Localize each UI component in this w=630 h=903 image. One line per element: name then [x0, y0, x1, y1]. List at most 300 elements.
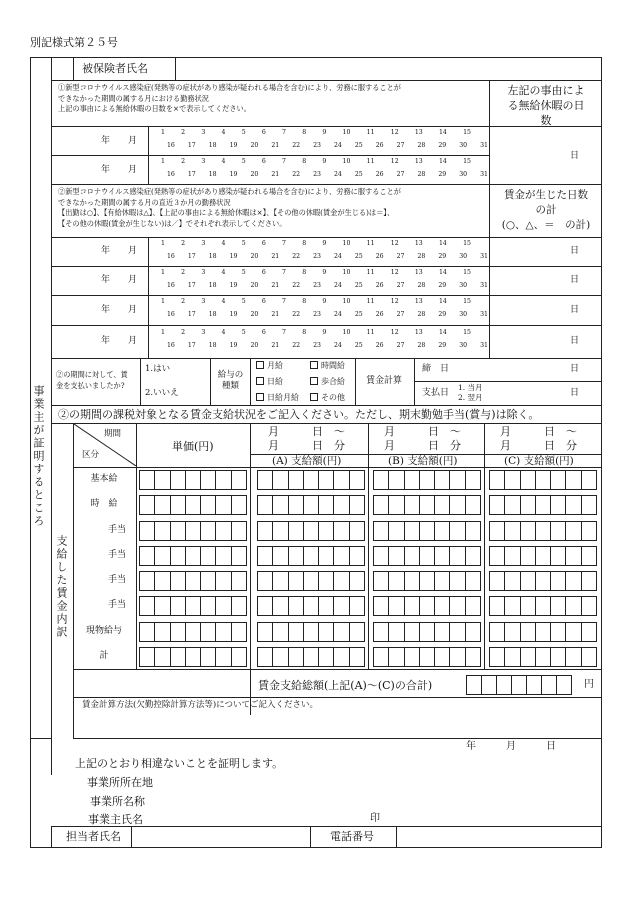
calendar-day[interactable]: 15 [463, 129, 471, 136]
phone-label: 電話番号 [330, 830, 374, 843]
cal-row-1 [150, 330, 488, 336]
column-b-header: (B) 支給額(円) [388, 455, 458, 467]
unit-price-boxes[interactable] [139, 470, 247, 490]
calendar-day[interactable]: 7 [282, 298, 286, 305]
calendar-day[interactable]: 13 [414, 158, 423, 165]
calendar-day[interactable]: 3 [201, 298, 206, 305]
calc-method-label: 賃金計算方法(欠勤控除計算方法等)についてご記入ください。 [82, 700, 318, 710]
office-address-label: 事業所所在地 [87, 776, 153, 789]
calendar-day[interactable]: 18 [208, 142, 217, 150]
calendar-day[interactable]: 13 [414, 298, 423, 305]
calendar-day[interactable]: 9 [322, 240, 327, 247]
calendar-day[interactable]: 23 [313, 311, 321, 319]
calendar-day[interactable]: 22 [292, 171, 301, 179]
calendar-day[interactable]: 16 [167, 171, 175, 179]
calendar-day[interactable]: 22 [292, 142, 301, 150]
type-daily-checkbox[interactable]: 日給 [256, 377, 283, 386]
calendar-day[interactable]: 11 [366, 240, 375, 247]
calendar-day[interactable]: 28 [417, 282, 426, 290]
calendar-day[interactable]: 26 [375, 253, 384, 261]
calendar-day[interactable]: 31 [480, 282, 488, 290]
checkbox-icon [310, 393, 318, 401]
calendar-day[interactable]: 27 [396, 253, 405, 261]
calendar-day[interactable]: 1 [161, 298, 165, 305]
calendar-day[interactable]: 26 [375, 142, 384, 150]
amount-a-boxes[interactable] [257, 495, 365, 515]
calendar-day[interactable]: 7 [282, 269, 286, 276]
calendar-day[interactable]: 24 [334, 311, 342, 319]
calendar-day[interactable]: 4 [221, 298, 226, 305]
period-a-to: 月 日 分 [268, 439, 345, 452]
closing-day-label: 締 日 [422, 364, 450, 374]
calendar-day[interactable]: 16 [167, 311, 175, 319]
calendar-day[interactable]: 22 [292, 342, 301, 350]
calendar-day[interactable]: 6 [261, 240, 266, 247]
calendar-day[interactable]: 11 [366, 269, 375, 276]
cal-row-1 [150, 159, 488, 165]
phone-field[interactable] [397, 827, 601, 847]
calendar-day[interactable]: 18 [208, 311, 217, 319]
calendar-day[interactable]: 22 [292, 253, 301, 261]
amount-a-boxes[interactable] [257, 596, 365, 616]
calendar[interactable] [150, 159, 488, 178]
calendar-day[interactable]: 6 [261, 298, 266, 305]
amount-a-boxes[interactable] [257, 521, 365, 541]
calendar-day[interactable]: 12 [390, 329, 399, 336]
calendar-day[interactable]: 30 [459, 142, 468, 150]
calendar-day[interactable]: 26 [375, 171, 384, 179]
calendar-day[interactable]: 14 [438, 329, 447, 336]
calendar-day[interactable]: 8 [302, 329, 307, 336]
amount-b-boxes[interactable] [373, 546, 481, 566]
calendar-day[interactable]: 30 [459, 253, 468, 261]
calendar-day[interactable]: 19 [229, 142, 238, 150]
amount-b-boxes[interactable] [373, 571, 481, 591]
calendar-day[interactable]: 26 [375, 342, 384, 350]
paid-question: ②の期間に対して、賃 金を支払いましたか? [56, 370, 128, 390]
calendar-day[interactable]: 4 [221, 158, 226, 165]
wage-row-label: 手当 [107, 525, 126, 535]
calendar-day[interactable]: 5 [241, 240, 246, 247]
calendar-day[interactable]: 10 [342, 240, 351, 247]
calendar-day[interactable]: 31 [480, 253, 488, 261]
calendar-day[interactable]: 21 [271, 282, 280, 290]
type-daily-monthly-checkbox[interactable]: 日給月給 [256, 393, 299, 402]
calendar-day[interactable]: 7 [282, 329, 286, 336]
cal-row-2 [150, 172, 488, 178]
calendar-day[interactable]: 2 [181, 158, 186, 165]
calendar-day[interactable]: 30 [459, 311, 468, 319]
calendar-day[interactable]: 23 [313, 142, 321, 150]
cert-date[interactable]: 年 月 日 [466, 741, 556, 752]
amount-b-boxes[interactable] [373, 521, 481, 541]
calendar-day[interactable]: 21 [271, 171, 280, 179]
calendar-day[interactable]: 27 [396, 142, 405, 150]
calendar-day[interactable]: 19 [229, 282, 238, 290]
calendar-day[interactable]: 17 [187, 142, 196, 150]
calendar-day[interactable]: 8 [302, 129, 307, 136]
period-a-from: 月 日 ～ [268, 425, 345, 438]
calendar-day[interactable]: 20 [250, 311, 259, 319]
calendar-day[interactable]: 7 [282, 129, 286, 136]
wage-row-label: 基本給 [90, 474, 118, 484]
calendar-day[interactable]: 11 [366, 298, 375, 305]
section2-right-header: 賃金が生じた日数 の計 (○、△、＝ の計) [501, 189, 591, 231]
s2-day-unit-4: 日 [570, 336, 580, 346]
wage-row-label: 手当 [107, 600, 126, 610]
calendar-day[interactable]: 14 [438, 240, 447, 247]
calendar-day[interactable]: 1 [161, 158, 165, 165]
calendar-day[interactable]: 20 [250, 282, 259, 290]
amount-c-boxes[interactable] [489, 495, 597, 515]
category-label: 区分 [82, 450, 100, 460]
calendar-day[interactable]: 28 [417, 171, 426, 179]
amount-c-boxes[interactable] [489, 546, 597, 566]
calendar-day[interactable]: 10 [342, 329, 351, 336]
calendar-day[interactable]: 27 [396, 342, 405, 350]
calendar-day[interactable]: 23 [313, 342, 321, 350]
calendar-day[interactable]: 15 [463, 269, 471, 276]
calendar[interactable] [150, 330, 488, 349]
payday-options[interactable]: 1. 当月 2. 翌月 [458, 383, 483, 402]
wage-row-label: 計 [99, 651, 109, 661]
calendar-day[interactable]: 29 [438, 171, 447, 179]
calendar-day[interactable]: 6 [261, 269, 266, 276]
calendar-day[interactable]: 24 [334, 142, 342, 150]
calendar-day[interactable]: 14 [438, 269, 447, 276]
calendar-day[interactable]: 16 [167, 342, 175, 350]
calendar-day[interactable]: 12 [390, 129, 399, 136]
office-name-label: 事業所名称 [90, 795, 145, 808]
section1-description: ①新型コロナウイルス感染症(発熱等の症状があり感染が疑われる場合を含む)により、労務に服することが できなかった期間の属する月における勤務状況 上記の事由による無給休暇の日数を×で表示してください。 [58, 83, 401, 113]
amount-c-boxes[interactable] [489, 571, 597, 591]
amount-a-boxes[interactable] [257, 470, 365, 490]
calendar-day[interactable]: 5 [241, 269, 246, 276]
calendar-day[interactable]: 14 [438, 298, 447, 305]
calendar-day[interactable]: 7 [282, 158, 286, 165]
paid-no-option[interactable]: 2.いいえ [145, 388, 179, 398]
calendar-day[interactable]: 22 [292, 311, 301, 319]
calendar-day[interactable]: 15 [463, 298, 471, 305]
calendar-day[interactable]: 20 [250, 171, 259, 179]
calendar-day[interactable]: 13 [414, 240, 423, 247]
calendar-day[interactable]: 8 [302, 240, 307, 247]
calendar-day[interactable]: 20 [250, 253, 259, 261]
calendar-day[interactable]: 25 [354, 311, 363, 319]
type-commission-checkbox[interactable]: 歩合給 [310, 377, 345, 386]
calendar-day[interactable]: 8 [302, 158, 307, 165]
checkbox-icon [256, 393, 264, 401]
calendar-day[interactable]: 30 [459, 171, 468, 179]
amount-c-boxes[interactable] [489, 596, 597, 616]
s2-year-month-1: 年 月 [101, 246, 138, 256]
calendar-day[interactable]: 1 [161, 269, 165, 276]
calendar-day[interactable]: 25 [354, 171, 363, 179]
calendar-day[interactable]: 9 [322, 329, 327, 336]
calendar-day[interactable]: 16 [167, 282, 175, 290]
wage-row-label: 時 給 [90, 499, 118, 509]
calendar-day[interactable]: 25 [354, 342, 363, 350]
total-label: 賃金支給総額(上記(A)～(C)の合計) [258, 679, 433, 692]
calendar-day[interactable]: 12 [390, 240, 399, 247]
calendar-day[interactable]: 1 [161, 240, 165, 247]
calendar-day[interactable]: 29 [438, 342, 447, 350]
calendar-day[interactable]: 17 [187, 311, 196, 319]
cal-row-2 [150, 254, 488, 260]
s2-year-month-4: 年 月 [101, 336, 138, 346]
amount-a-boxes[interactable] [257, 571, 365, 591]
calendar-day[interactable]: 17 [187, 171, 196, 179]
side-label: 事業主が証明するところ [32, 385, 45, 528]
insured-name-field[interactable] [176, 58, 601, 79]
total-yen: 円 [584, 679, 594, 690]
contact-person-label: 担当者氏名 [66, 830, 121, 843]
calendar-day[interactable]: 13 [414, 329, 423, 336]
amount-c-boxes[interactable] [489, 470, 597, 490]
s2-year-month-2: 年 月 [101, 275, 138, 285]
unit-price-boxes[interactable] [139, 546, 247, 566]
calendar-day[interactable]: 5 [241, 129, 246, 136]
calendar-day[interactable]: 31 [480, 171, 488, 179]
calendar-day[interactable]: 21 [271, 253, 280, 261]
calendar-day[interactable]: 16 [167, 142, 175, 150]
calendar-day[interactable]: 12 [390, 298, 399, 305]
calendar-day[interactable]: 17 [187, 342, 196, 350]
calendar-day[interactable]: 29 [438, 253, 447, 261]
calendar-day[interactable]: 2 [181, 298, 186, 305]
calendar-day[interactable]: 5 [241, 298, 246, 305]
section2-description: ②新型コロナウイルス感染症(発熱等の症状があり感染が疑われる場合を含む)により、労務に服することが できなかった期間の属する月の直近３か月の勤務状況 【出勤は○】、【有給休暇は△】、【上記の事由による無給休暇は×】、【その他の休暇(賃金が生じる)は＝】、 【その他の休暇(賃金が生じない)は／】でそれぞれ表示してください。 [58, 187, 401, 228]
calendar-day[interactable]: 19 [229, 342, 238, 350]
calendar-day[interactable]: 10 [342, 298, 351, 305]
calendar-day[interactable]: 31 [480, 311, 488, 319]
unit-price-boxes[interactable] [139, 571, 247, 591]
calendar-day[interactable]: 5 [241, 158, 246, 165]
calendar-day[interactable]: 4 [221, 329, 226, 336]
calendar-day[interactable]: 3 [201, 240, 206, 247]
amount-b-boxes[interactable] [373, 596, 481, 616]
payday-unit: 日 [570, 388, 580, 398]
wage-row-label: 手当 [107, 550, 126, 560]
calendar-day[interactable]: 3 [201, 129, 206, 136]
calendar-day[interactable]: 4 [221, 240, 226, 247]
unit-price-boxes[interactable] [139, 521, 247, 541]
calendar-day[interactable]: 22 [292, 282, 301, 290]
calendar-day[interactable]: 30 [459, 282, 468, 290]
amount-b-boxes[interactable] [373, 622, 481, 642]
calendar-day[interactable]: 15 [463, 158, 471, 165]
calendar-day[interactable]: 19 [229, 311, 238, 319]
cert-statement: 上記のとおり相違ないことを証明します。 [75, 757, 284, 770]
type-hourly-checkbox[interactable]: 時間給 [310, 361, 345, 370]
calendar-day[interactable]: 13 [414, 129, 423, 136]
calendar-day[interactable]: 23 [313, 171, 321, 179]
contact-person-field[interactable] [132, 827, 309, 847]
type-monthly-checkbox[interactable]: 月給 [256, 361, 283, 370]
amount-a-boxes[interactable] [257, 622, 365, 642]
calendar-day[interactable]: 6 [261, 129, 266, 136]
calendar-day[interactable]: 19 [229, 253, 238, 261]
calendar-day[interactable]: 31 [480, 142, 488, 150]
calendar-day[interactable]: 25 [354, 282, 363, 290]
calendar-day[interactable]: 5 [241, 329, 246, 336]
calendar-day[interactable]: 27 [396, 311, 405, 319]
unit-price-label: 単価(円) [172, 440, 214, 453]
amount-c-boxes[interactable] [489, 622, 597, 642]
calendar-day[interactable]: 3 [201, 329, 206, 336]
s2-day-unit-3: 日 [570, 305, 580, 315]
amount-b-boxes[interactable] [373, 495, 481, 515]
calendar[interactable] [150, 241, 488, 260]
calendar-day[interactable]: 24 [334, 342, 342, 350]
calendar-day[interactable]: 26 [375, 311, 384, 319]
calendar-day[interactable]: 7 [282, 240, 286, 247]
calendar-day[interactable]: 17 [187, 282, 196, 290]
unit-price-boxes[interactable] [139, 495, 247, 515]
calendar-day[interactable]: 13 [414, 269, 423, 276]
wage-note: ②の期間の課税対象となる賃金支給状況をご記入ください。ただし、期末勤勉手当(賞与)は除く。 [58, 408, 540, 421]
amount-b-boxes[interactable] [373, 647, 481, 667]
calendar-day[interactable]: 21 [271, 342, 280, 350]
calendar-day[interactable]: 2 [181, 329, 186, 336]
calendar-day[interactable]: 23 [313, 253, 321, 261]
total-amount-boxes[interactable] [466, 675, 572, 695]
calendar-day[interactable]: 25 [354, 142, 363, 150]
s1-year-month-2: 年 月 [101, 165, 138, 175]
period-label: 期間 [104, 429, 122, 439]
calendar-day[interactable]: 18 [208, 342, 217, 350]
calendar-day[interactable]: 18 [208, 171, 217, 179]
calendar-day[interactable]: 12 [390, 269, 399, 276]
seal-mark: 印 [370, 813, 380, 824]
calendar-day[interactable]: 11 [366, 329, 375, 336]
calendar-day[interactable]: 18 [208, 282, 217, 290]
calendar-day[interactable]: 26 [375, 282, 384, 290]
calendar-day[interactable]: 31 [480, 342, 488, 350]
amount-a-boxes[interactable] [257, 546, 365, 566]
amount-c-boxes[interactable] [489, 647, 597, 667]
calendar-day[interactable]: 10 [342, 129, 351, 136]
calendar-day[interactable]: 4 [221, 129, 226, 136]
calendar-day[interactable]: 3 [201, 269, 206, 276]
s2-day-unit-2: 日 [570, 275, 580, 285]
calendar-day[interactable]: 6 [261, 158, 266, 165]
period-c-to: 月 日 分 [500, 439, 577, 452]
calendar-day[interactable]: 9 [322, 269, 327, 276]
calendar-day[interactable]: 27 [396, 282, 405, 290]
s1-day-unit: 日 [570, 151, 580, 161]
wage-row-label: 現物給与 [85, 626, 122, 636]
calc-method-field[interactable] [74, 712, 601, 738]
amount-b-boxes[interactable] [373, 470, 481, 490]
calendar-day[interactable]: 15 [463, 240, 471, 247]
calendar-day[interactable]: 9 [322, 158, 327, 165]
calendar-day[interactable]: 2 [181, 240, 186, 247]
calendar-day[interactable]: 6 [261, 329, 266, 336]
calendar-day[interactable]: 24 [334, 253, 342, 261]
unit-price-boxes[interactable] [139, 647, 247, 667]
calendar-day[interactable]: 19 [229, 171, 238, 179]
calendar-day[interactable]: 3 [201, 158, 206, 165]
calendar-day[interactable]: 16 [167, 253, 175, 261]
cal-row-2 [150, 312, 488, 318]
unit-price-boxes[interactable] [139, 622, 247, 642]
calendar-day[interactable]: 29 [438, 311, 447, 319]
period-b-from: 月 日 ～ [384, 425, 461, 438]
cal-row-2 [150, 343, 488, 349]
calendar-day[interactable]: 9 [322, 298, 327, 305]
calendar-day[interactable]: 17 [187, 253, 196, 261]
calendar-day[interactable]: 10 [342, 269, 351, 276]
insured-name-label: 被保険者氏名 [82, 62, 148, 75]
type-other-checkbox[interactable]: その他 [310, 393, 345, 402]
column-a-header: (A) 支給額(円) [272, 455, 342, 467]
calendar-day[interactable]: 30 [459, 342, 468, 350]
calendar-day[interactable]: 28 [417, 142, 426, 150]
calendar-day[interactable]: 21 [271, 311, 280, 319]
calendar-day[interactable]: 15 [463, 329, 471, 336]
calendar[interactable] [150, 130, 488, 149]
calendar-day[interactable]: 11 [366, 129, 375, 136]
calendar-day[interactable]: 21 [271, 142, 280, 150]
s2-year-month-3: 年 月 [101, 305, 138, 315]
calendar-day[interactable]: 23 [313, 282, 321, 290]
calendar-day[interactable]: 9 [322, 129, 327, 136]
closing-day-unit: 日 [570, 364, 580, 374]
calendar-day[interactable]: 8 [302, 269, 307, 276]
cal-row-2 [150, 283, 488, 289]
calendar-day[interactable]: 18 [208, 253, 217, 261]
wage-row-label: 手当 [107, 575, 126, 585]
calendar[interactable] [150, 270, 488, 289]
calendar-day[interactable]: 29 [438, 142, 447, 150]
calendar-day[interactable]: 20 [250, 342, 259, 350]
calendar-day[interactable]: 1 [161, 129, 165, 136]
calendar-day[interactable]: 8 [302, 298, 307, 305]
calendar-day[interactable]: 12 [390, 158, 399, 165]
calendar-day[interactable]: 14 [438, 129, 447, 136]
paid-yes-option[interactable]: 1.はい [145, 364, 171, 374]
owner-name-label: 事業主氏名 [88, 813, 143, 826]
calendar-day[interactable]: 27 [396, 171, 405, 179]
amount-a-boxes[interactable] [257, 647, 365, 667]
cal-row-1 [150, 270, 488, 276]
amount-c-boxes[interactable] [489, 521, 597, 541]
calendar-day[interactable]: 1 [161, 329, 165, 336]
calendar-day[interactable]: 14 [438, 158, 447, 165]
calendar-day[interactable]: 24 [334, 171, 342, 179]
calendar-day[interactable]: 24 [334, 282, 342, 290]
calendar-day[interactable]: 28 [417, 342, 426, 350]
wage-type-label: 給与の 種類 [217, 370, 244, 391]
calendar-day[interactable]: 25 [354, 253, 363, 261]
calendar-day[interactable]: 20 [250, 142, 259, 150]
calendar-day[interactable]: 2 [181, 129, 186, 136]
checkbox-icon [256, 377, 264, 385]
checkbox-icon [310, 377, 318, 385]
calendar-day[interactable]: 4 [221, 269, 226, 276]
unit-price-boxes[interactable] [139, 596, 247, 616]
calendar-day[interactable]: 11 [366, 158, 375, 165]
cal-row-1 [150, 130, 488, 136]
calendar-day[interactable]: 28 [417, 253, 426, 261]
calendar-day[interactable]: 10 [342, 158, 351, 165]
calendar-day[interactable]: 29 [438, 282, 447, 290]
calendar-day[interactable]: 28 [417, 311, 426, 319]
calendar[interactable] [150, 299, 488, 318]
cal-row-2 [150, 143, 488, 149]
calendar-day[interactable]: 2 [181, 269, 186, 276]
